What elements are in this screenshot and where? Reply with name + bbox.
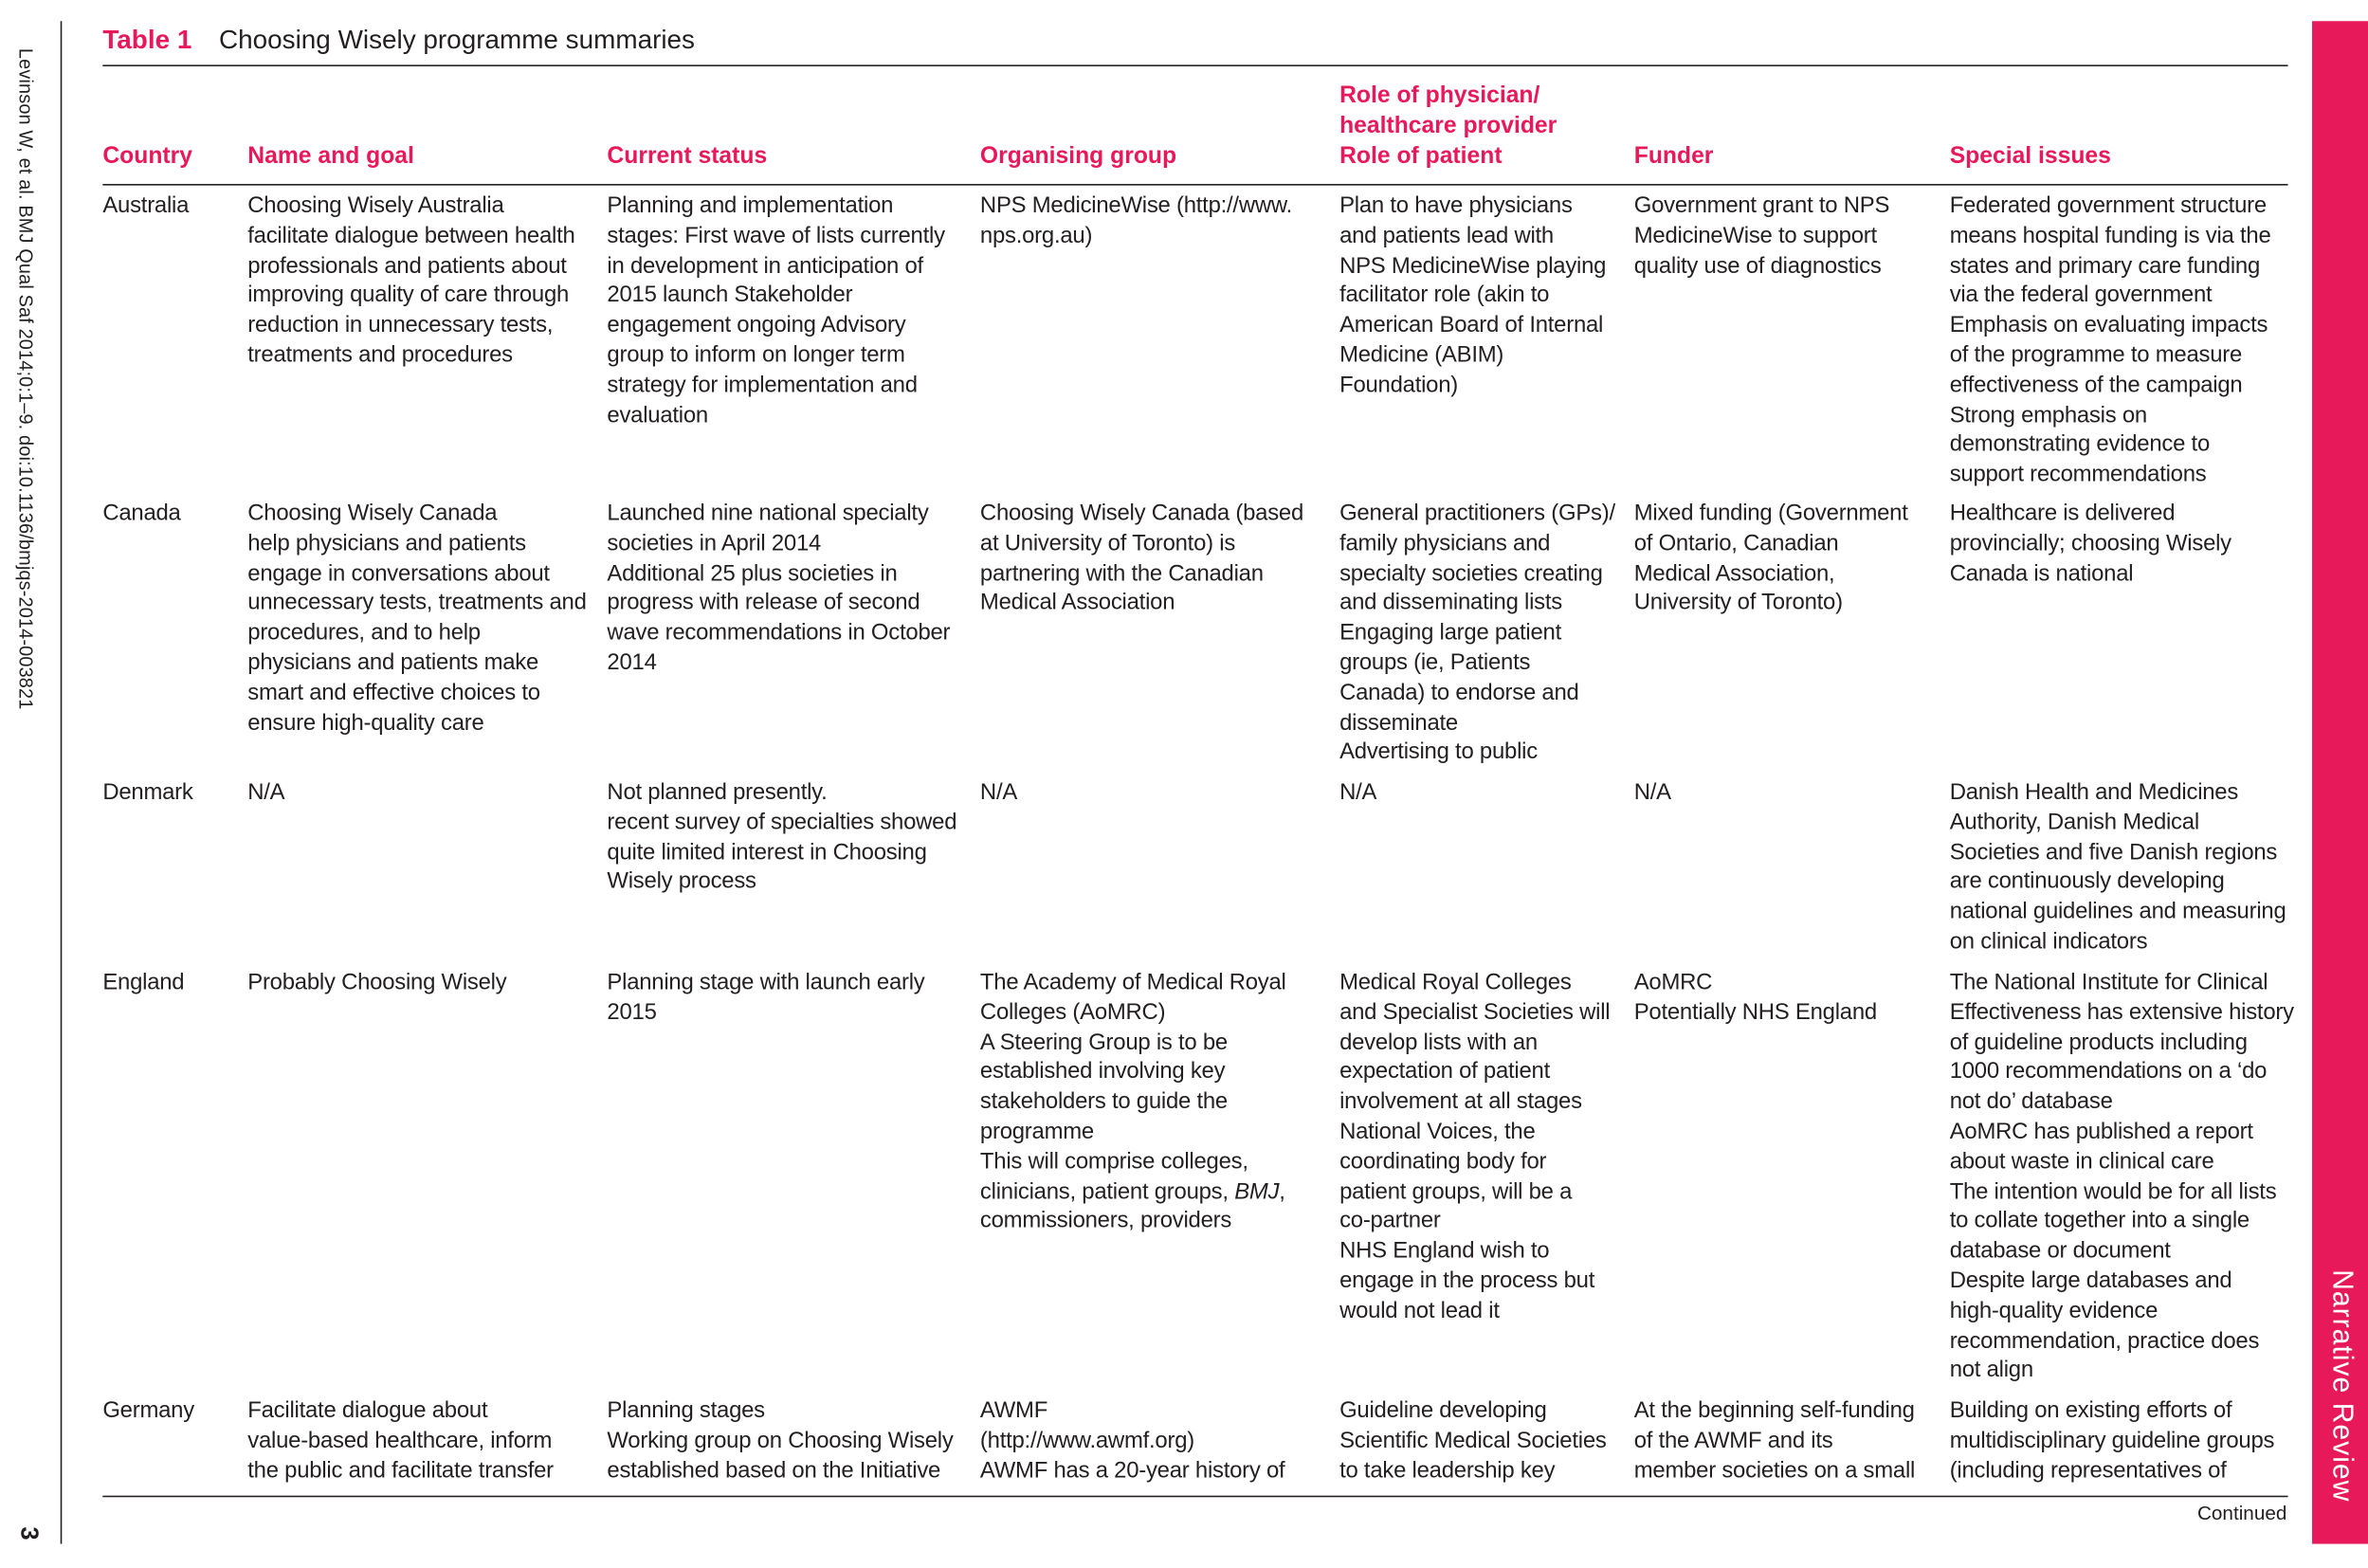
cell-country: England [102, 969, 185, 995]
cell-role: General practitioners (GPs)/ family physicians and specialty societies creating and disseminating lists Engaging large patient groups (ie, Patients Canada) to endorse and disseminate Advertising to public [1339, 501, 1615, 765]
cell-current-status: Planning stage with launch early 2015 [607, 969, 925, 1026]
cell-name-goal: Facilitate dialogue about value-based healthcare, inform the public and facilitate transfer [247, 1397, 554, 1484]
cell-organising-group [980, 968, 1286, 1236]
cell-organising-group: NPS MedicineWise (http://www. nps.org.au) [979, 192, 1292, 249]
cell-role: Medical Royal Colleges and Specialist Societies will develop lists with an expectation of patient involvement at all stages National Voices, the coordinating body for patient groups, will be a co-partner NHS England wish to engage in the process but would not lead it [1339, 969, 1611, 1323]
table-caption [102, 24, 695, 63]
cell-name-goal: N/A [247, 779, 285, 806]
running-head [0, 21, 48, 1528]
left-margin-rule [61, 21, 63, 1543]
header-name-goal: Name and goal [247, 143, 414, 170]
cell-org-text-tail: , commissioners, providers [979, 1178, 1285, 1234]
section-band [2312, 21, 2368, 1543]
cell-role: N/A [1339, 779, 1377, 806]
cell-country: Canada [102, 501, 181, 527]
cell-funder: AoMRC Potentially NHS England [1633, 969, 1877, 1026]
cell-special-issues: The National Institute for Clinical Effectiveness has extensive history of guideline products including 1000 recommendations on a ‘do not do’ database AoMRC has published a report about waste in clinical care The intention would be for all lists to collate together into a single database or document Despite large databases and high-quality evidence recommendation, practice does not align [1949, 969, 2294, 1383]
cell-organising-group: AWMF (http://www.awmf.org) AWMF has a 20-year history of [979, 1397, 1285, 1484]
cell-organising-group: Choosing Wisely Canada (based at University of Toronto) is partnering with the Canadian Medical Association [979, 501, 1304, 616]
cell-funder: At the beginning self-funding of the AWMF and its member societies on a small [1633, 1397, 1916, 1484]
cell-special-issues: Danish Health and Medicines Authority, Danish Medical Societies and five Danish regions are continuously developing national guidelines and measuring on clinical indicators [1949, 779, 2286, 955]
cell-country: Denmark [102, 779, 193, 806]
table-bottom-rule [102, 1496, 2287, 1498]
table-label: Table 1 [102, 24, 192, 55]
header-special-issues: Special issues [1949, 143, 2111, 170]
header-organising-group: Organising group [979, 143, 1177, 170]
cell-current-status: Launched nine national specialty societies in April 2014 Additional 25 plus societies in progress with release of second wave recommendations in October 2014 [607, 501, 951, 676]
cell-special-issues: Federated government structure means hospital funding is via the states and primary care funding via the federal government Emphasis on evaluating impacts of the programme to measure effectiveness of the campaign Strong emphasis on demonstrating evidence to support recommendations [1949, 192, 2271, 487]
cell-name-goal: Choosing Wisely Canada help physicians and patients engage in conversations about unnecessary tests, treatments and procedures, and to help physicians and patients make smart and effective choices to ensure high-quality care [247, 501, 587, 736]
cell-country: Germany [102, 1397, 194, 1424]
cell-org-journal: BMJ [1234, 1178, 1280, 1205]
cell-special-issues: Building on existing efforts of multidisciplinary guideline groups (including representatives of [1949, 1397, 2275, 1484]
table-title: Choosing Wisely programme summaries [219, 24, 696, 55]
cell-name-goal: Probably Choosing Wisely [247, 969, 507, 995]
cell-funder: Government grant to NPS MedicineWise to support quality use of diagnostics [1633, 192, 1890, 279]
cell-current-status: Not planned presently. recent survey of specialties showed quite limited interest in Choosing Wisely process [607, 779, 957, 895]
section-band-label: Narrative Review [2325, 1269, 2358, 1503]
cell-current-status: Planning and implementation stages: First wave of lists currently in development in anticipation of 2015 launch Stakeholder engagement ongoing Advisory group to inform on longer term strategy for implementation and evaluation [607, 192, 945, 428]
header-funder: Funder [1633, 143, 1714, 170]
cell-role: Guideline developing Scientific Medical Societies to take leadership key [1339, 1397, 1607, 1484]
cell-name-goal: Choosing Wisely Australia facilitate dialogue between health professionals and patients about improving quality of care through reduction in unnecessary tests, treatments and procedures [247, 192, 575, 369]
header-current-status: Current status [607, 143, 768, 170]
running-head-text: Levinson W, et al. BMJ Qual Saf 2014;0:1–9. doi:10.1136/bmjqs-2014-003821 [14, 47, 37, 710]
cell-role: Plan to have physicians and patients lead with NPS MedicineWise playing facilitator role (akin to American Board of Internal Medicine (ABIM) Foundation) [1339, 192, 1607, 398]
header-country: Country [102, 143, 192, 170]
table-top-rule [102, 64, 2287, 66]
page-number: 3 [14, 1526, 42, 1541]
cell-organising-group: N/A [979, 779, 1018, 806]
cell-funder: Mixed funding (Government of Ontario, Canadian Medical Association, University of Toronto) [1633, 501, 1908, 616]
cell-current-status: Planning stages Working group on Choosing Wisely established based on the Initiative [607, 1397, 954, 1484]
cell-funder: N/A [1633, 779, 1671, 806]
cell-org-text: The Academy of Medical Royal Colleges (AoMRC) A Steering Group is to be established involving key stakeholders to guide the programme This will comprise colleges, clinicians, patient groups, [979, 969, 1286, 1205]
cell-special-issues: Healthcare is delivered provincially; choosing Wisely Canada is national [1949, 501, 2231, 587]
header-rule [102, 184, 2287, 186]
continued-note: Continued [2196, 1502, 2287, 1524]
cell-country: Australia [102, 192, 190, 219]
header-role: Role of physician/ healthcare provider Role of patient [1339, 82, 1557, 170]
